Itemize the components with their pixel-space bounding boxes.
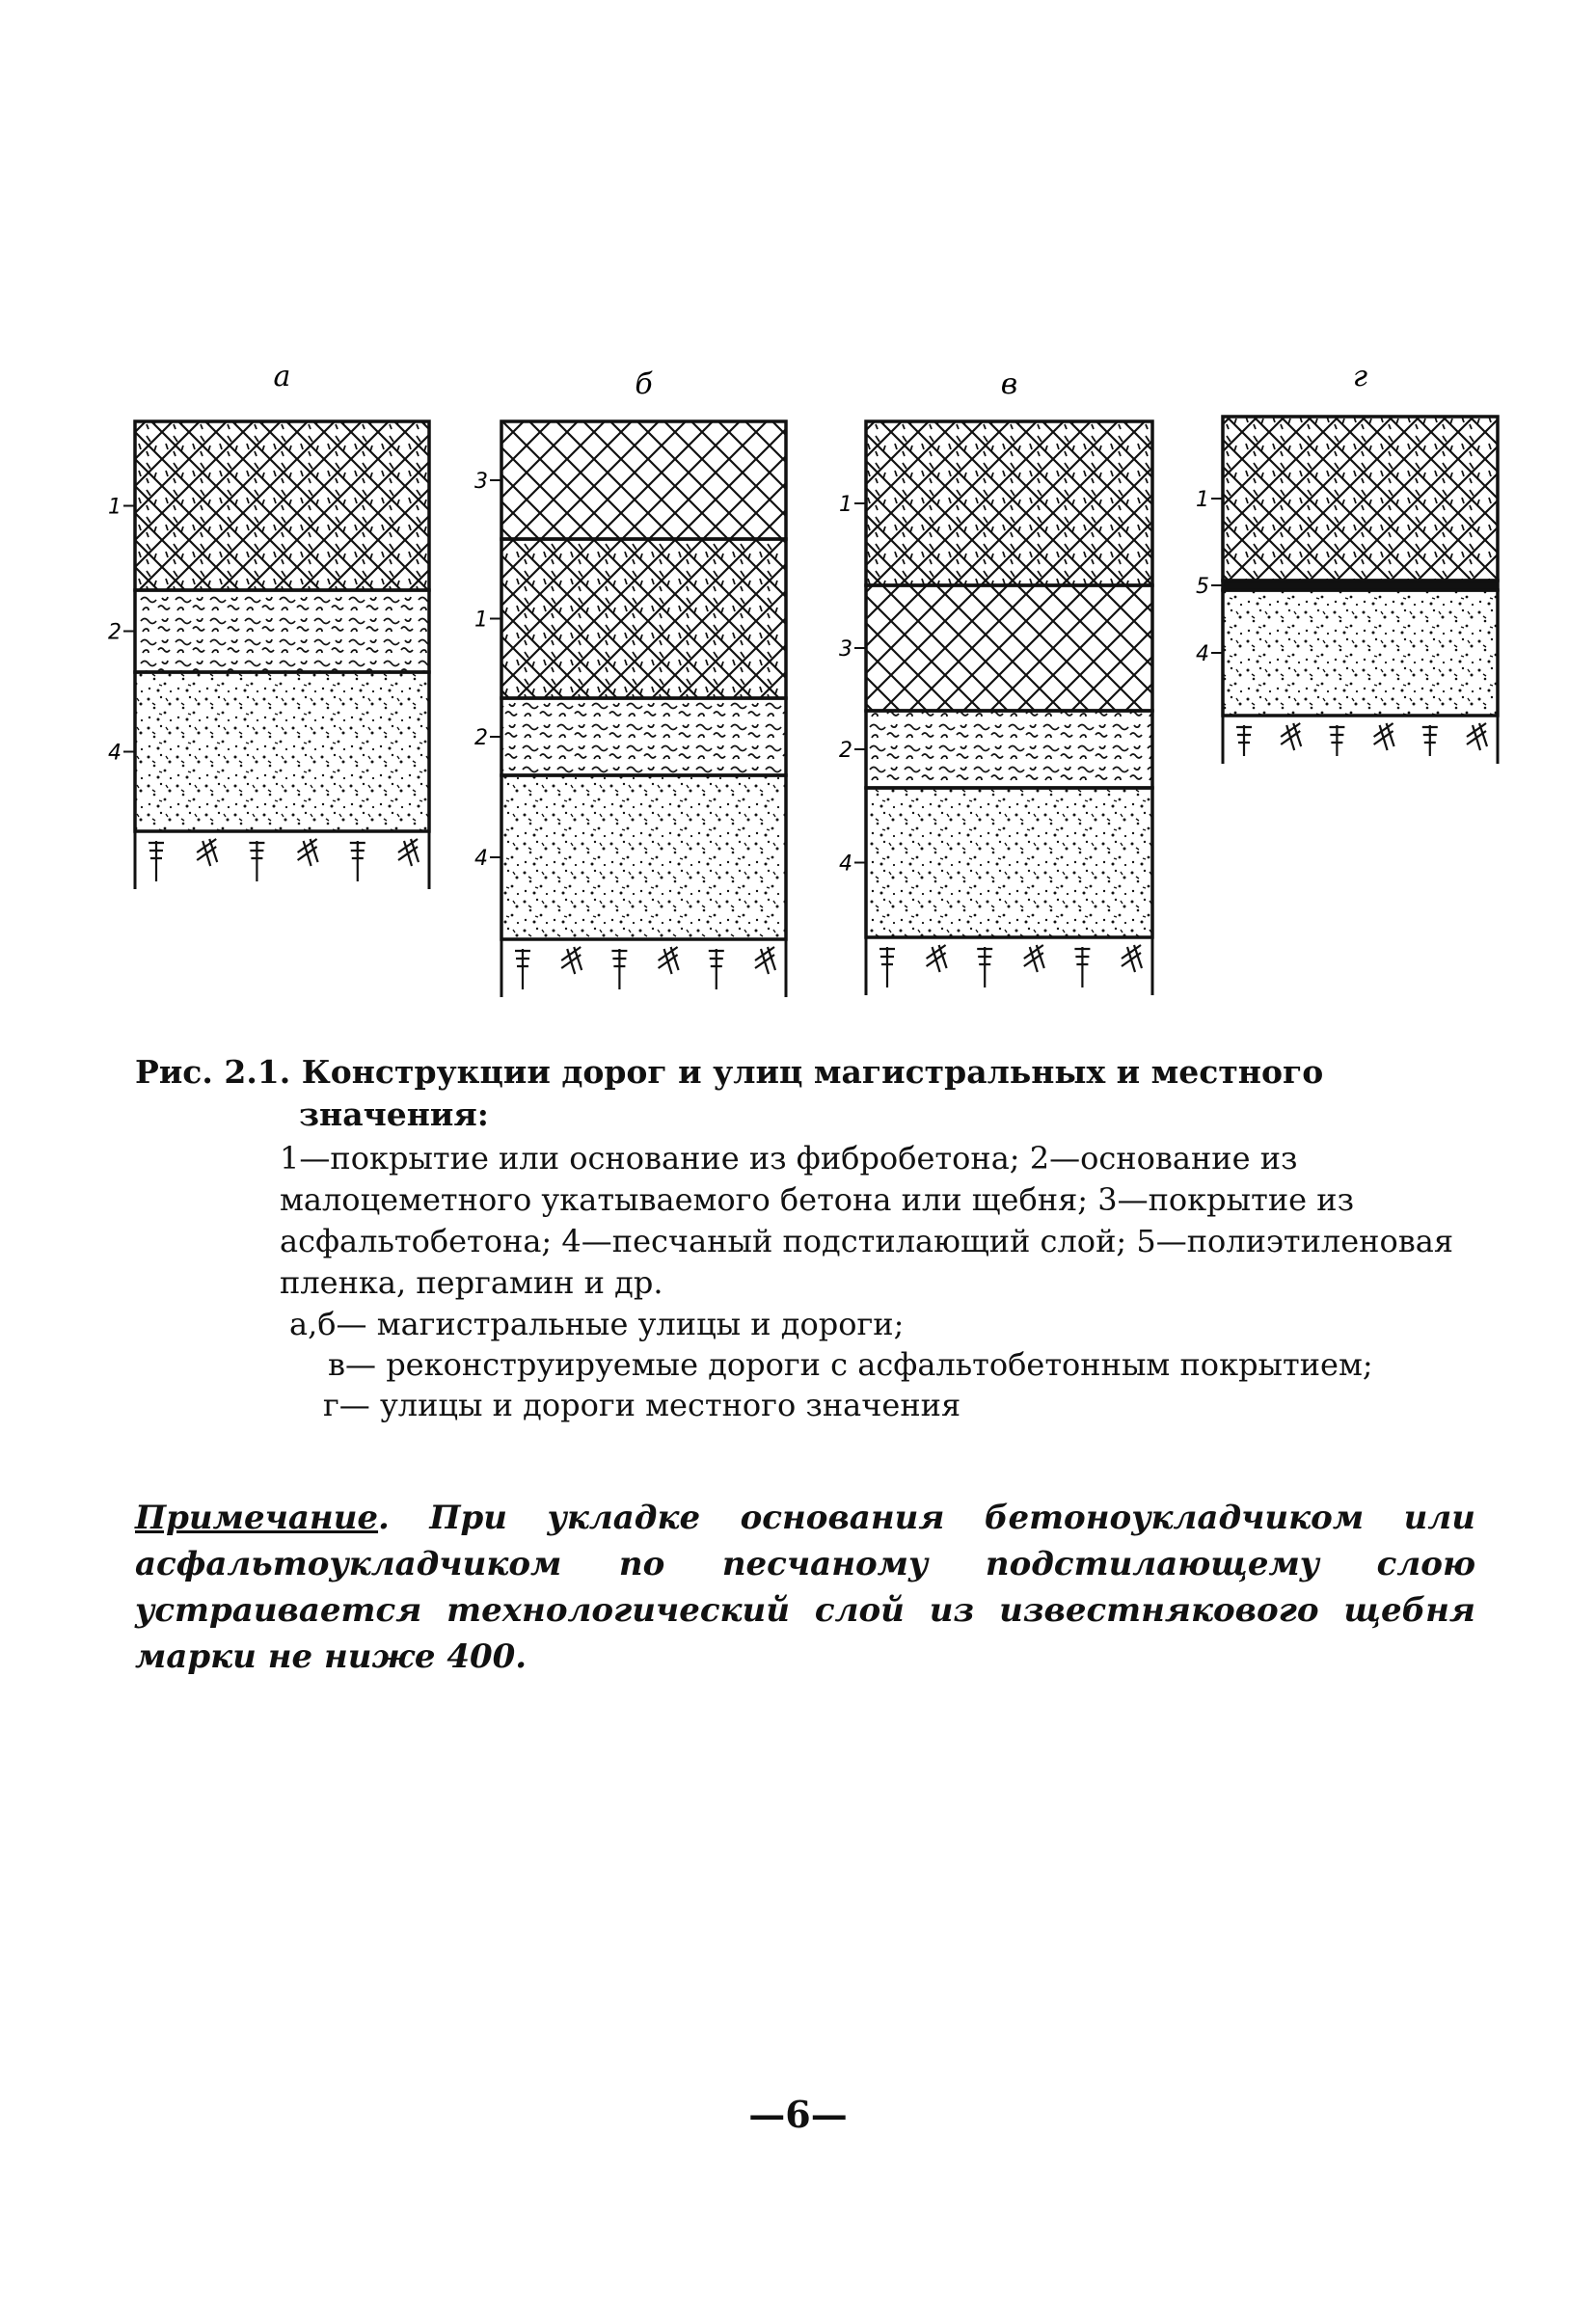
legend-line-2: малоцеметного укатываемого бетона или щебня; 3—покрытие из bbox=[280, 1181, 1355, 1218]
layer-squiggle bbox=[501, 698, 786, 775]
layer-squiggle bbox=[135, 590, 429, 672]
layer-number: 1 bbox=[474, 608, 488, 633]
legend-item-v: в— реконструируемые дороги с асфальтобетонным покрытием; bbox=[328, 1346, 1373, 1383]
layer-number: 3 bbox=[474, 470, 488, 494]
layer-number: 5 bbox=[1196, 575, 1209, 599]
figure-column-2 bbox=[474, 367, 786, 997]
caption-title-line-1: Рис. 2.1. Конструкции дорог и улиц магистральных и местного bbox=[135, 1053, 1324, 1091]
layer-crosshatch-dash bbox=[501, 539, 786, 698]
figure-column-4 bbox=[1196, 360, 1498, 764]
soil-hatch-icon bbox=[149, 839, 419, 881]
figure-column-3 bbox=[839, 367, 1152, 995]
caption-title bbox=[135, 1051, 1485, 1136]
layer-number: 4 bbox=[474, 847, 488, 871]
layer-number: 2 bbox=[839, 739, 852, 763]
legend-line-1: 1—покрытие или основание из фибробетона; 2—основание из bbox=[280, 1140, 1298, 1177]
note-paragraph bbox=[135, 1495, 1475, 1680]
soil-hatch-icon bbox=[515, 947, 775, 989]
layer-crosshatch-dash bbox=[135, 421, 429, 590]
column-label: а bbox=[273, 360, 291, 393]
legend-line-3: асфальтобетона; 4—песчаный подстилающий слой; 5—полиэтиленовая bbox=[280, 1223, 1454, 1259]
legend-line-4: пленка, пергамин и др. bbox=[280, 1264, 663, 1301]
soil-hatch-icon bbox=[1236, 723, 1487, 756]
layer-number: 1 bbox=[1196, 488, 1209, 512]
layer-number: 4 bbox=[839, 852, 852, 877]
figure-column-1 bbox=[108, 360, 429, 889]
layer-crosshatch bbox=[866, 585, 1152, 711]
column-label: в bbox=[1000, 367, 1018, 401]
soil-hatch-icon bbox=[879, 945, 1142, 987]
layer-sand bbox=[1223, 590, 1498, 716]
layer-number: 1 bbox=[839, 493, 852, 517]
layer-number: 2 bbox=[474, 726, 488, 750]
layer-number: 4 bbox=[1196, 642, 1209, 666]
note-text: . При укладке основания бетоноукладчиком или асфальтоукладчиком по песчаному подстилающему слою устраивается технологический слой из известнякового щебня марки не ниже 400. bbox=[135, 1499, 1475, 1676]
caption-legend bbox=[135, 1138, 1485, 1304]
layer-number: 2 bbox=[108, 620, 122, 645]
layer-crosshatch-dash bbox=[866, 421, 1152, 585]
layer-crosshatch bbox=[501, 421, 786, 539]
layer-number: 4 bbox=[108, 741, 122, 766]
layer-crosshatch-dash bbox=[1223, 417, 1498, 581]
page-number: —6— bbox=[748, 2093, 848, 2136]
figure-caption bbox=[135, 1051, 1485, 1425]
road-structure-figure bbox=[0, 0, 1596, 1041]
column-label: г bbox=[1352, 360, 1368, 393]
layer-number: 3 bbox=[839, 637, 852, 662]
note-label: Примечание bbox=[135, 1499, 379, 1537]
column-label: б bbox=[635, 367, 653, 401]
layer-sand bbox=[501, 775, 786, 939]
legend-item-ab: а,б— магистральные улицы и дороги; bbox=[289, 1306, 905, 1342]
layer-number: 1 bbox=[108, 495, 122, 520]
layer-squiggle bbox=[866, 711, 1152, 788]
layer-sand bbox=[866, 788, 1152, 937]
layer-sand bbox=[135, 672, 429, 831]
caption-title-line-2: значения: bbox=[299, 1095, 489, 1133]
legend-item-g: г— улицы и дороги местного значения bbox=[323, 1387, 961, 1423]
